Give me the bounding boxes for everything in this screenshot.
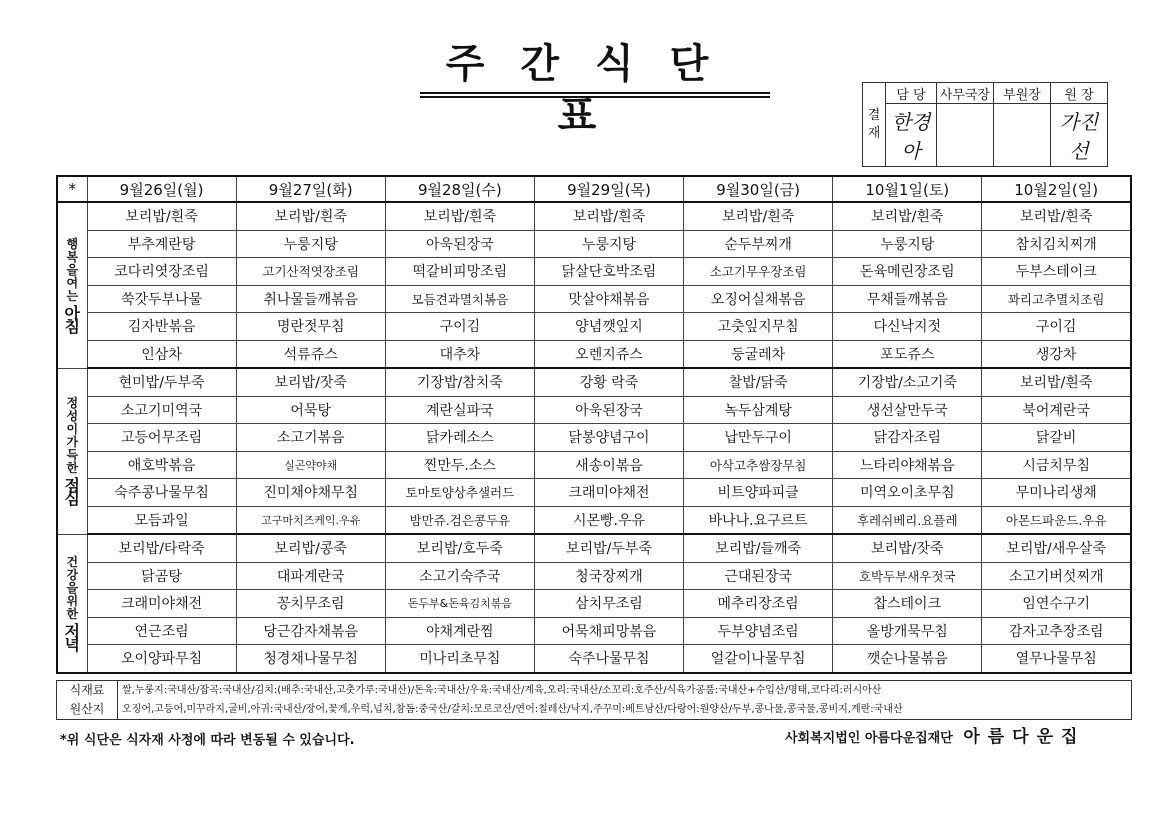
menu-row [57, 313, 1131, 341]
meal-label-main: 점심 [64, 476, 80, 508]
menu-item: 크래미야채전 [87, 590, 236, 618]
menu-item: 숙주나물무침 [534, 645, 683, 673]
menu-item: 느타리야채볶음 [833, 451, 982, 479]
menu-item: 삼치무조림 [534, 590, 683, 618]
day-header: 10월2일(일) [982, 176, 1131, 202]
day-header: 9월26일(월) [87, 176, 236, 202]
corner-cell: * [57, 176, 87, 202]
approval-role: 원 장 [1051, 83, 1108, 104]
menu-item: 보리밥/콩죽 [236, 534, 385, 562]
menu-item: 찹스테이크 [833, 590, 982, 618]
menu-item: 비트양파피클 [684, 479, 833, 507]
menu-item: 얼갈이나물무침 [684, 645, 833, 673]
approval-box [862, 82, 1108, 167]
menu-item: 메추리장조림 [684, 590, 833, 618]
menu-row [57, 590, 1131, 618]
menu-item: 꽈리고추멸치조림 [982, 285, 1131, 313]
meal-label-top: 정성이가득한 [66, 396, 79, 475]
menu-item: 대추차 [385, 340, 534, 368]
menu-item: 소고기버섯찌개 [982, 562, 1131, 590]
menu-item: 보리밥/흰죽 [982, 368, 1131, 396]
menu-row [57, 534, 1131, 562]
menu-item: 누룽지탕 [236, 230, 385, 258]
approval-label: 결재 [863, 83, 886, 167]
menu-item: 김자반볶음 [87, 313, 236, 341]
origin-line: 오징어,고등어,미꾸라지,굴비,아귀:국내산/장어,꽃게,우럭,넙치,참돔:중국산/갈치:모로코산/연어:칠레산/낙지,주꾸미:베트남산/다랑어:원양산/두부,콩나물,콩국물,콩비지,계란:국내산 [122, 704, 903, 715]
organization [785, 722, 1085, 747]
menu-row [57, 340, 1131, 368]
origin-label-2: 원산지 [69, 702, 105, 716]
menu-item: 어묵탕 [236, 396, 385, 424]
menu-item: 닭갈비 [982, 424, 1131, 452]
menu-item: 녹두삼계탕 [684, 396, 833, 424]
menu-item: 포도쥬스 [833, 340, 982, 368]
menu-item: 모듬견과멸치볶음 [385, 285, 534, 313]
menu-item: 석류쥬스 [236, 340, 385, 368]
menu-item: 보리밥/새우살죽 [982, 534, 1131, 562]
menu-item: 보리밥/흰죽 [534, 202, 683, 230]
menu-item: 청경채나물무침 [236, 645, 385, 673]
approval-role: 담 당 [886, 83, 937, 104]
day-header-row [57, 176, 1131, 202]
origin-box [56, 680, 1132, 720]
origin-label-1: 식재료 [69, 683, 105, 697]
menu-item: 양념깻잎지 [534, 313, 683, 341]
menu-item: 닭살단호박조림 [534, 258, 683, 286]
menu-item: 참치김치찌개 [982, 230, 1131, 258]
menu-row [57, 506, 1131, 534]
menu-item: 임연수구기 [982, 590, 1131, 618]
menu-item: 오렌지쥬스 [534, 340, 683, 368]
menu-item: 고등어무조림 [87, 424, 236, 452]
approval-role: 부원장 [994, 83, 1051, 104]
menu-item: 보리밥/두부죽 [534, 534, 683, 562]
menu-item: 닭봉양념구이 [534, 424, 683, 452]
origin-line: 쌀,누룽지:국내산/잡곡:국내산/김치:(배추:국내산,고춧가루:국내산)/돈육:국내산/우육:국내산/계육,오리:국내산/소꼬리:호주산/식육가공품:국내산+수입산/명태,코다리:러시아산 [122, 685, 882, 696]
menu-item: 다신낙지젓 [833, 313, 982, 341]
menu-item: 북어계란국 [982, 396, 1131, 424]
approval-signature [937, 104, 994, 167]
menu-item: 고춧잎지무침 [684, 313, 833, 341]
menu-item: 강황 락죽 [534, 368, 683, 396]
menu-item: 두부양념조림 [684, 617, 833, 645]
title-underline-2 [420, 96, 770, 98]
organization-prefix: 사회복지법인 아름다운집재단 [785, 731, 953, 746]
menu-item: 아몬드파운드.우유 [982, 506, 1131, 534]
menu-item: 쑥갓두부나물 [87, 285, 236, 313]
menu-item: 보리밥/흰죽 [684, 202, 833, 230]
menu-item: 닭감자조림 [833, 424, 982, 452]
approval-role: 사무국장 [937, 83, 994, 104]
meal-label-top: 건강을위한 [66, 554, 79, 621]
menu-item: 열무나물무침 [982, 645, 1131, 673]
footnote: *위 식단은 식자재 사정에 따라 변동될 수 있습니다. [60, 733, 355, 748]
menu-item: 오이양파무침 [87, 645, 236, 673]
menu-body [57, 202, 1131, 673]
meal-label [57, 534, 87, 673]
day-header: 9월30일(금) [684, 176, 833, 202]
menu-item: 누룽지탕 [534, 230, 683, 258]
menu-item: 고구마치즈케익.우유 [236, 506, 385, 534]
origin-text [118, 681, 1131, 719]
menu-item: 돈두부&돈육김치볶음 [385, 590, 534, 618]
menu-item: 닭곰탕 [87, 562, 236, 590]
menu-row [57, 258, 1131, 286]
menu-item: 보리밥/잣죽 [236, 368, 385, 396]
menu-item: 미역오이초무침 [833, 479, 982, 507]
menu-item: 보리밥/흰죽 [236, 202, 385, 230]
menu-item: 보리밥/호두죽 [385, 534, 534, 562]
menu-item: 대파계란국 [236, 562, 385, 590]
menu-item: 닭카레소스 [385, 424, 534, 452]
menu-item: 호박두부새우젓국 [833, 562, 982, 590]
menu-item: 기장밥/참치죽 [385, 368, 534, 396]
menu-item: 밤만쥬.검은콩두유 [385, 506, 534, 534]
menu-item: 둥굴레차 [684, 340, 833, 368]
menu-item: 감자고추장조림 [982, 617, 1131, 645]
approval-signature: 가진선 [1051, 104, 1108, 167]
menu-item: 꽁치무조림 [236, 590, 385, 618]
approval-signature: 한경아 [886, 104, 937, 167]
menu-item: 올방개묵무침 [833, 617, 982, 645]
menu-item: 보리밥/흰죽 [833, 202, 982, 230]
menu-item: 명란젓무침 [236, 313, 385, 341]
meal-label-top: 행복을여는 [66, 236, 79, 303]
menu-item: 기장밥/소고기죽 [833, 368, 982, 396]
menu-item: 어묵채피망볶음 [534, 617, 683, 645]
menu-item: 진미채야채무침 [236, 479, 385, 507]
menu-item: 보리밥/흰죽 [982, 202, 1131, 230]
menu-item: 시금치무침 [982, 451, 1131, 479]
menu-row [57, 230, 1131, 258]
menu-row [57, 451, 1131, 479]
menu-item: 애호박볶음 [87, 451, 236, 479]
menu-item: 무미나리생채 [982, 479, 1131, 507]
menu-row [57, 562, 1131, 590]
menu-row [57, 368, 1131, 396]
menu-row [57, 202, 1131, 230]
menu-item: 코다리엿장조림 [87, 258, 236, 286]
menu-item: 인삼차 [87, 340, 236, 368]
menu-item: 두부스테이크 [982, 258, 1131, 286]
page-title: 주간식단표 [445, 41, 745, 139]
menu-item: 보리밥/흰죽 [385, 202, 534, 230]
menu-item: 구이김 [982, 313, 1131, 341]
menu-row [57, 424, 1131, 452]
menu-row [57, 285, 1131, 313]
menu-item: 아욱된장국 [385, 230, 534, 258]
menu-item: 숙주콩나물무침 [87, 479, 236, 507]
menu-row [57, 479, 1131, 507]
menu-item: 돈육메린장조림 [833, 258, 982, 286]
menu-item: 구이김 [385, 313, 534, 341]
menu-item: 실곤약야채 [236, 451, 385, 479]
menu-item: 아삭고추쌈장무침 [684, 451, 833, 479]
menu-row [57, 396, 1131, 424]
menu-table [56, 175, 1132, 674]
menu-item: 야채계란찜 [385, 617, 534, 645]
menu-item: 무채들깨볶음 [833, 285, 982, 313]
meal-label [57, 368, 87, 534]
menu-item: 보리밥/들깨죽 [684, 534, 833, 562]
menu-item: 생선살만두국 [833, 396, 982, 424]
menu-row [57, 645, 1131, 673]
menu-item: 맛살야채볶음 [534, 285, 683, 313]
menu-item: 당근감자채볶음 [236, 617, 385, 645]
menu-item: 근대된장국 [684, 562, 833, 590]
menu-item: 순두부찌개 [684, 230, 833, 258]
menu-item: 생강차 [982, 340, 1131, 368]
menu-item: 후레쉬베리.요플레 [833, 506, 982, 534]
menu-item: 계란실파국 [385, 396, 534, 424]
title-underline [420, 92, 770, 94]
menu-item: 새송이볶음 [534, 451, 683, 479]
menu-item: 소고기볶음 [236, 424, 385, 452]
menu-item: 누룽지탕 [833, 230, 982, 258]
menu-item: 바나나.요구르트 [684, 506, 833, 534]
meal-label-main: 아침 [64, 303, 80, 336]
menu-item: 찐만두.소스 [385, 451, 534, 479]
menu-item: 부추계란탕 [87, 230, 236, 258]
menu-item: 미나리초무침 [385, 645, 534, 673]
day-header: 9월29일(목) [534, 176, 683, 202]
approval-signature [994, 104, 1051, 167]
menu-item: 시몬빵.우유 [534, 506, 683, 534]
menu-item: 깻순나물볶음 [833, 645, 982, 673]
menu-item: 소고기숙주국 [385, 562, 534, 590]
menu-item: 보리밥/흰죽 [87, 202, 236, 230]
menu-item: 모듬과일 [87, 506, 236, 534]
menu-item: 크래미야채전 [534, 479, 683, 507]
menu-item: 납만두구이 [684, 424, 833, 452]
menu-item: 오징어실채볶음 [684, 285, 833, 313]
day-header: 9월27일(화) [236, 176, 385, 202]
menu-item: 떡갈비피망조림 [385, 258, 534, 286]
menu-row [57, 617, 1131, 645]
menu-item: 현미밥/두부죽 [87, 368, 236, 396]
meal-label-main: 저녁 [64, 621, 80, 654]
meal-label [57, 202, 87, 368]
origin-label [57, 681, 118, 719]
menu-item: 청국장찌개 [534, 562, 683, 590]
day-header: 9월28일(수) [385, 176, 534, 202]
menu-item: 보리밥/잣죽 [833, 534, 982, 562]
organization-name: 아름다운집 [963, 727, 1086, 747]
menu-item: 아욱된장국 [534, 396, 683, 424]
day-header: 10월1일(토) [833, 176, 982, 202]
menu-item: 토마토양상추샐러드 [385, 479, 534, 507]
menu-item: 소고기무우장조림 [684, 258, 833, 286]
menu-item: 보리밥/타락죽 [87, 534, 236, 562]
menu-item: 소고기미역국 [87, 396, 236, 424]
menu-item: 찰밥/닭죽 [684, 368, 833, 396]
menu-item: 연근조림 [87, 617, 236, 645]
menu-item: 취나물들깨볶음 [236, 285, 385, 313]
menu-item: 고기산적엿장조림 [236, 258, 385, 286]
